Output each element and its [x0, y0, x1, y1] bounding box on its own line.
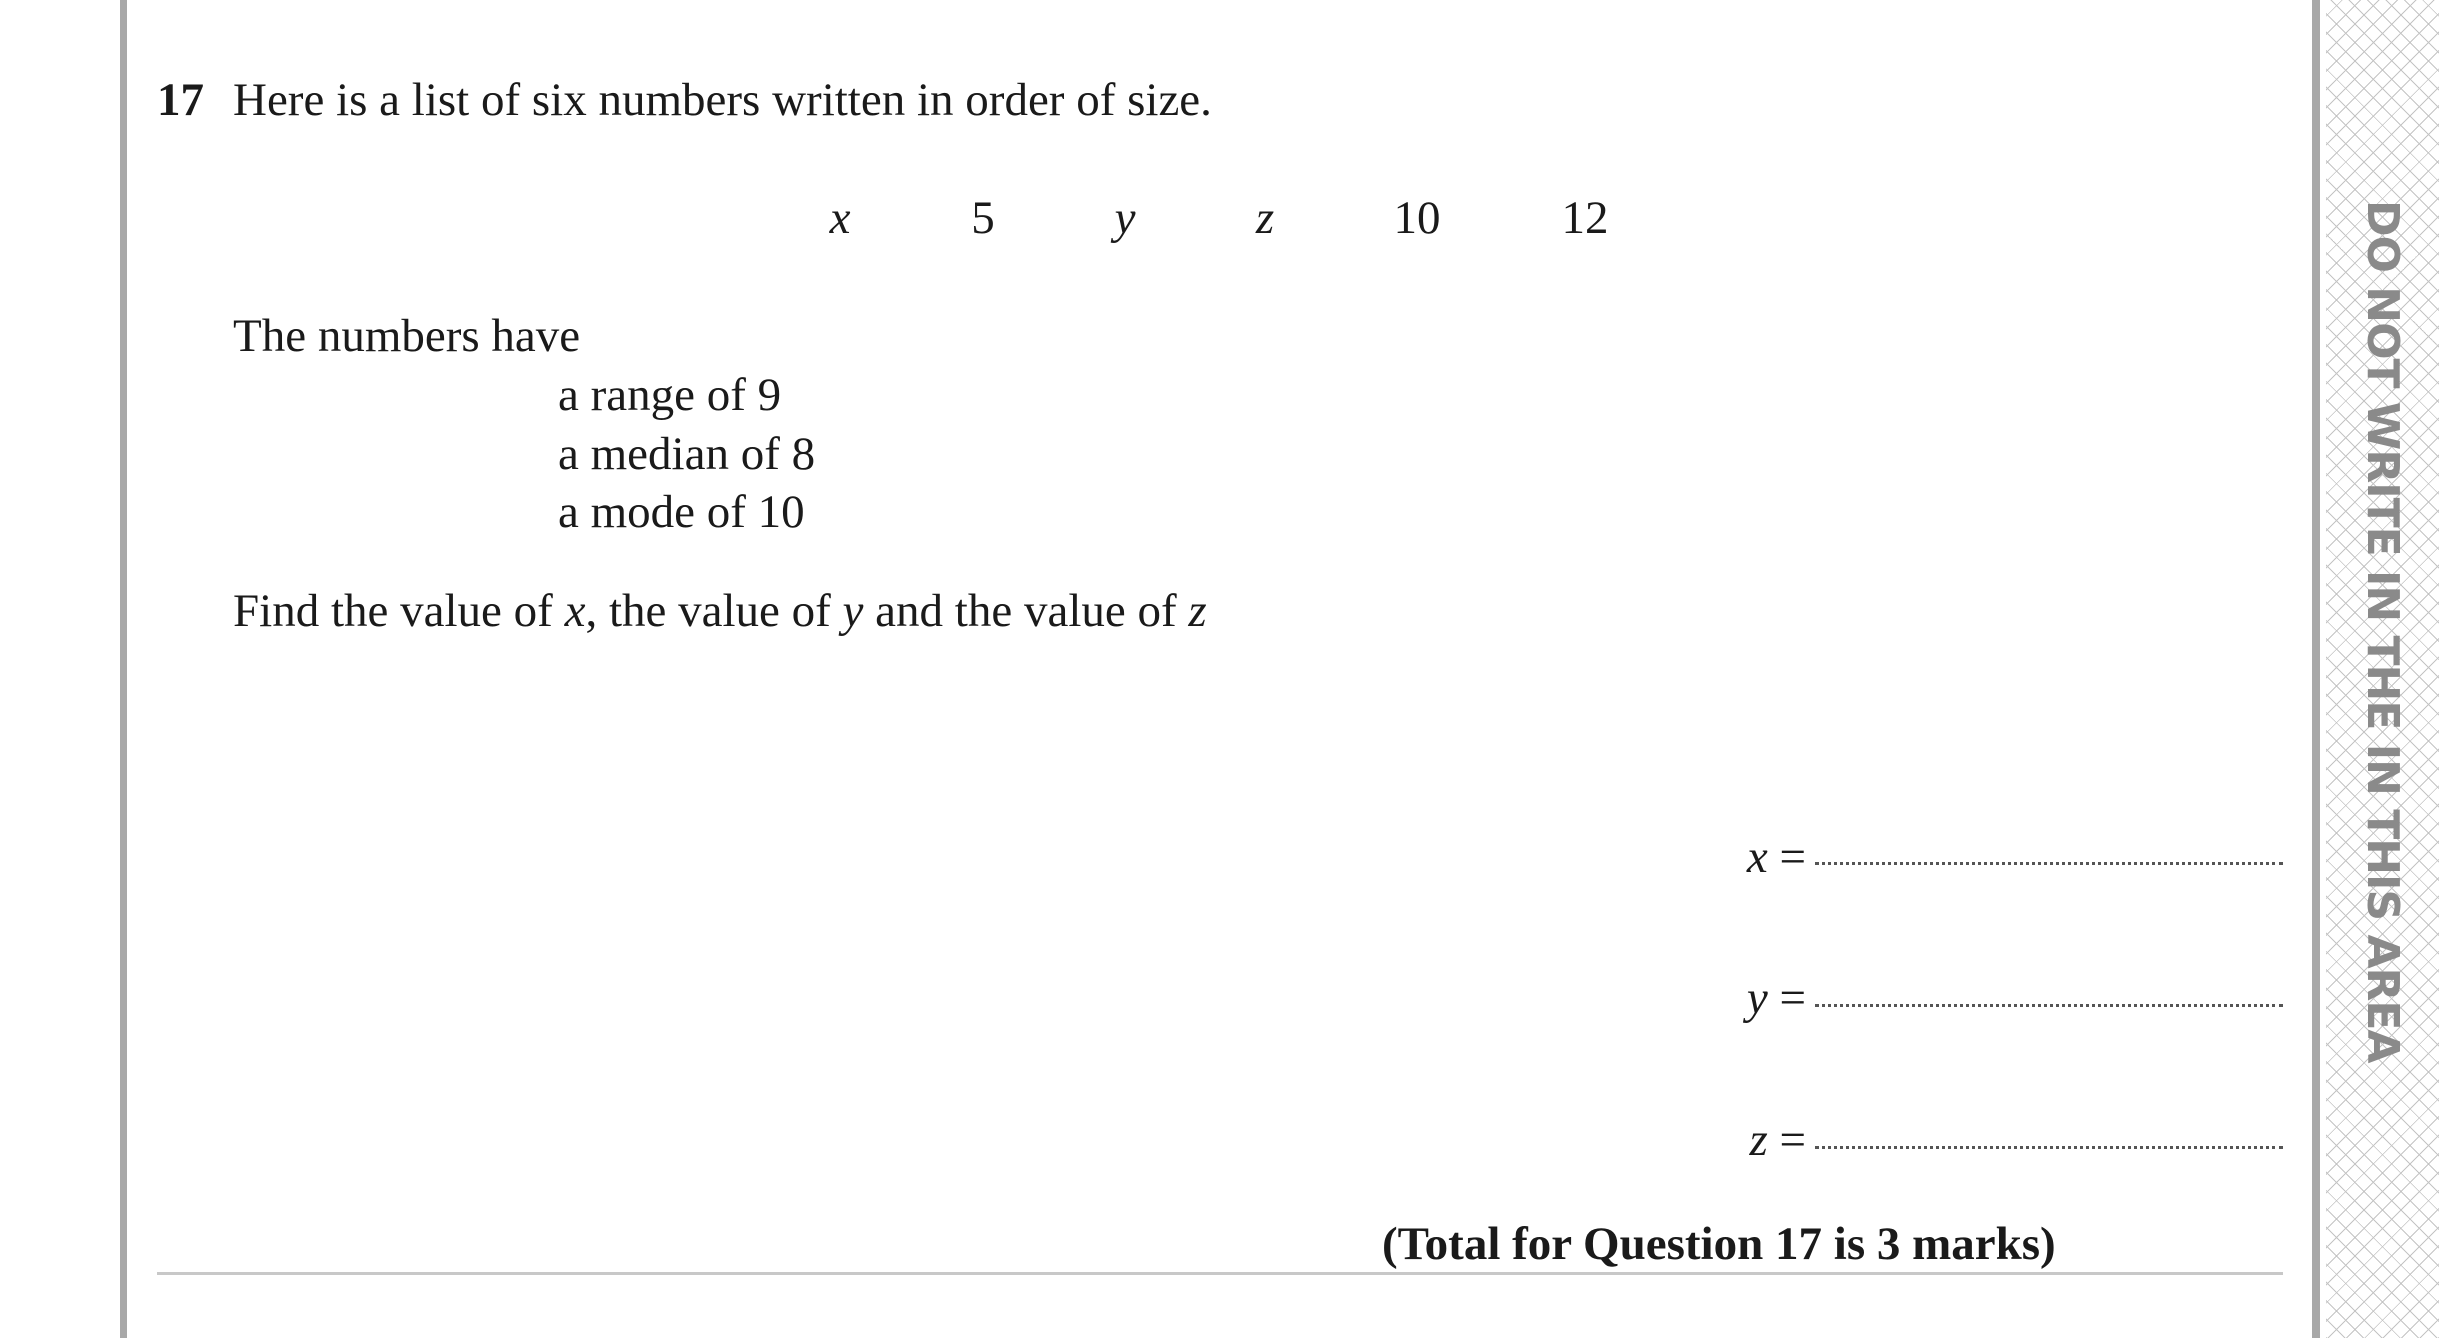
answer-label-z: z = [1749, 1114, 1806, 1166]
answer-label-x: x = [1746, 831, 1806, 883]
answer-line-z[interactable] [1815, 1146, 2283, 1149]
property-range: a range of 9 [558, 369, 782, 421]
number-item: z [1255, 192, 1275, 244]
margin-warning: DO NOT WRITE IN THE IN THIS AREA [2357, 200, 2409, 1063]
number-item: x [829, 192, 851, 244]
right-page-border [2312, 0, 2320, 1338]
question-stem: Here is a list of six numbers written in order of size. [233, 74, 1212, 126]
divider-rule [157, 1272, 2283, 1275]
left-page-border [120, 0, 127, 1338]
number-item: y [1114, 192, 1136, 244]
properties-intro: The numbers have [233, 310, 581, 362]
question-number: 17 [157, 74, 204, 126]
total-marks: (Total for Question 17 is 3 marks) [1382, 1218, 2056, 1270]
number-item: 12 [1561, 192, 1609, 244]
answer-label-y: y = [1746, 972, 1806, 1024]
instruction: Find the value of x, the value of y and the value of z [233, 585, 1207, 637]
property-mode: a mode of 10 [558, 486, 805, 538]
property-median: a median of 8 [558, 428, 816, 480]
number-item: 10 [1393, 192, 1441, 244]
answer-line-x[interactable] [1815, 862, 2283, 865]
number-item: 5 [971, 192, 995, 244]
answer-line-y[interactable] [1815, 1004, 2283, 1007]
